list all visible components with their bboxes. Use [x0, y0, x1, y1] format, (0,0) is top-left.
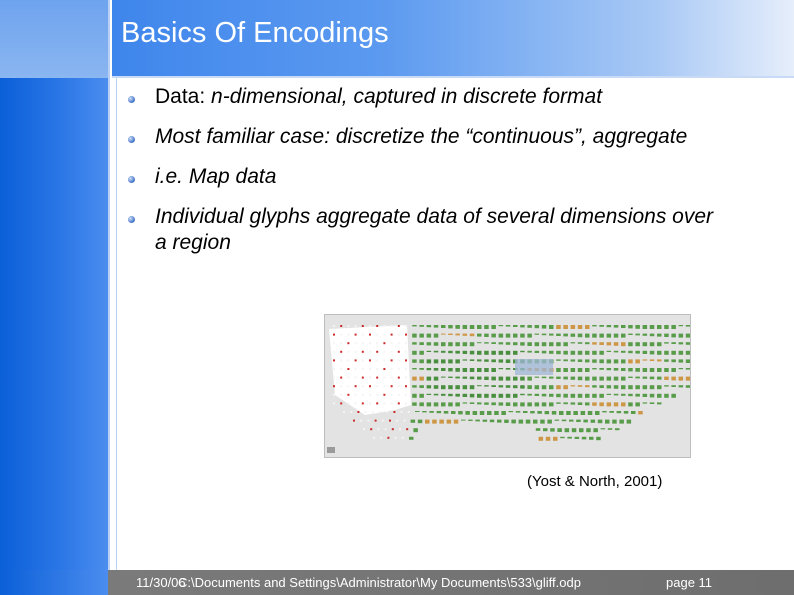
glyph-map-image	[325, 315, 690, 457]
footer-left-band	[0, 570, 108, 595]
figure-caption: (Yost & North, 2001)	[527, 473, 663, 490]
bullet-item-3	[128, 164, 728, 190]
title-rule	[112, 76, 794, 78]
bullet-emphasis: n-dimensional, captured in discrete format	[211, 85, 603, 108]
slide-title: Basics Of Encodings	[121, 17, 389, 49]
glyph-map-figure	[324, 314, 691, 458]
bullet-lead: Data:	[155, 85, 212, 108]
bullet-text: i.e. Map data	[155, 165, 277, 188]
bullet-dot-icon	[128, 136, 135, 143]
footer-page-number: page 11	[666, 575, 713, 590]
band-rule	[108, 0, 110, 595]
bullet-text	[155, 84, 728, 110]
bullet-text: Most familiar case: discretize the “continuous”, aggregate	[155, 125, 688, 148]
left-band-top	[0, 0, 108, 78]
bullet-item-1	[128, 84, 728, 110]
bullet-text: Individual glyphs aggregate data of several dimensions over a region	[155, 205, 714, 254]
bullet-list	[128, 84, 728, 270]
bullet-item-4	[128, 204, 728, 256]
band-rule-thin	[116, 0, 117, 595]
footer-date: 11/30/06	[136, 575, 186, 590]
bullet-item-2	[128, 124, 728, 150]
left-band	[0, 0, 108, 595]
bullet-dot-icon	[128, 216, 135, 223]
bullet-dot-icon	[128, 96, 135, 103]
bullet-dot-icon	[128, 176, 135, 183]
footer-file-path: C:\Documents and Settings\Administrator\My Documents\533\gliff.odp	[178, 575, 581, 590]
